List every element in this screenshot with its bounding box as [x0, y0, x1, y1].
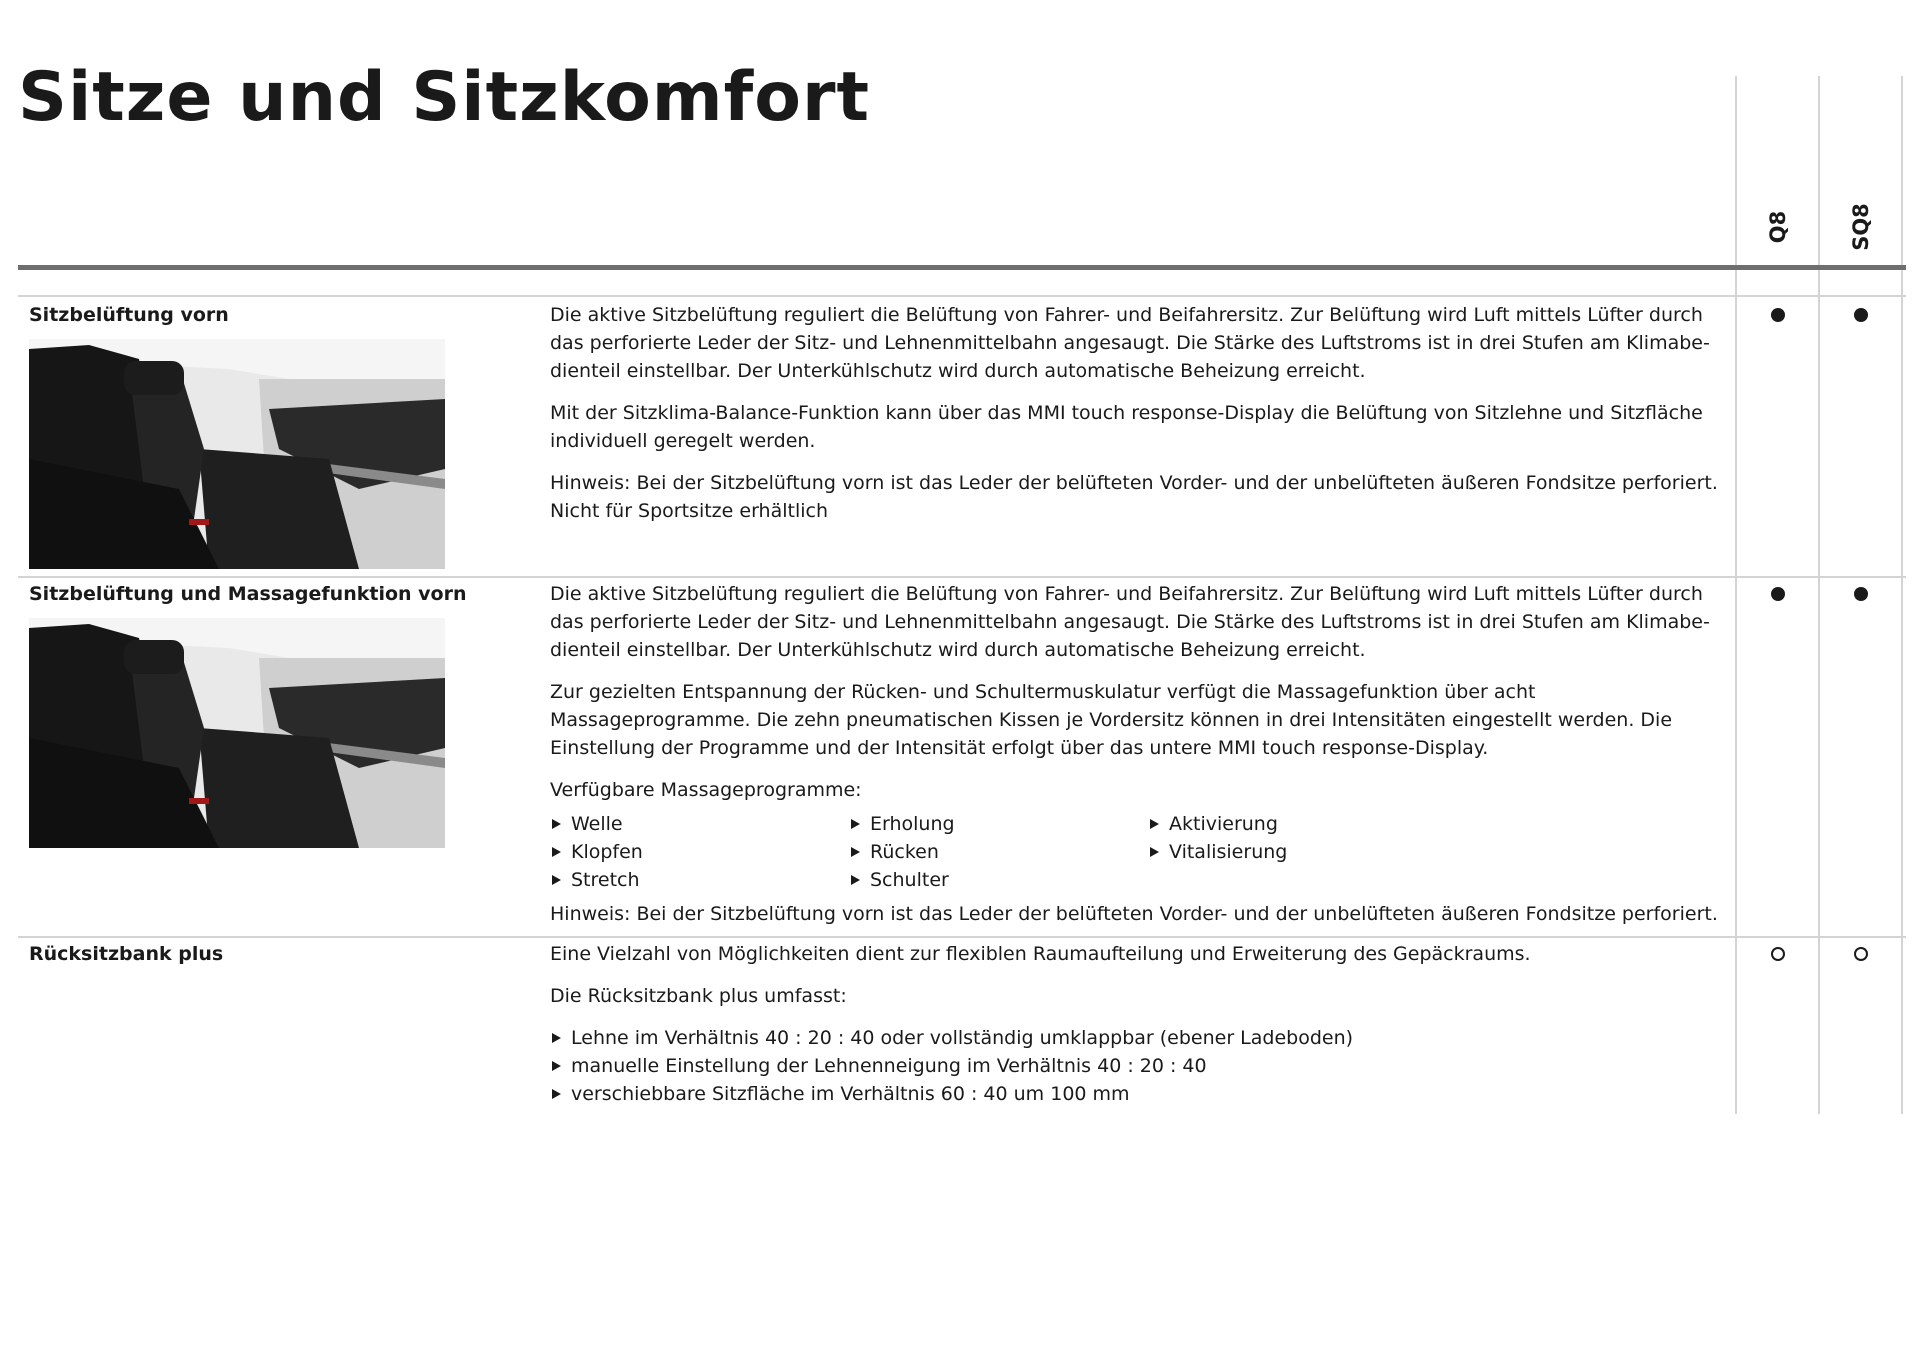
seat-interior-image	[29, 339, 445, 569]
list-item: Schulter	[849, 866, 1148, 894]
feature-description: Eine Vielzahl von Möglichkeiten dient zur flexiblen Raumaufteilung und Erweiterung des Gepäckraums. Die Rücksitzbank plus umfasst: Lehne im Verhältnis 40 : 20 : 40 oder vollständig umklappbar (ebener Ladeboden) manuelle Einstellung der Lehnenneigung im Verhältnis 40 : 20 : 40 verschiebbare Sitzfläche im Verhältnis 60 : 40 um 100 mm	[550, 940, 1720, 1108]
list-item: manuelle Einstellung der Lehnenneigung im Verhältnis 40 : 20 : 40	[550, 1052, 1720, 1080]
header-rule	[18, 265, 1906, 270]
feature-name: Sitzbelüftung vorn	[29, 304, 229, 326]
row-divider	[18, 576, 1906, 578]
page-title: Sitze und Sitzkomfort	[18, 58, 871, 137]
seat-interior-image	[29, 618, 445, 848]
standard-equipment-icon	[1854, 587, 1868, 601]
massage-program-list	[550, 810, 1720, 894]
list-item: Welle	[550, 810, 849, 838]
optional-equipment-icon	[1854, 947, 1868, 961]
feature-description: Die aktive Sitzbelüftung reguliert die Belüftung von Fahrer- und Beifahrersitz. Zur Belüftung wird Luft mittels Lüfter durch das perforierte Leder der Sitz- und Lehnenmittelbahn angesaugt. Die Stärke des Luftstroms ist in drei Stufen am Klimabedienteil einstellbar. Der Unterkühlschutz wird durch automatische Beheizung erreicht. Mit der Sitzklima-Balance-Funktion kann über das MMI touch response-Display die Belüftung von Sitzlehne und Sitzfläche individuell geregelt werden. Hinweis: Bei der Sitzbelüftung vorn ist das Leder der belüfteten Vorder- und der unbelüfteten äußeren Fondsitze perforiert. Nicht für Sportsitze erhältlich	[550, 304, 1718, 522]
optional-equipment-icon	[1771, 947, 1785, 961]
list-item: verschiebbare Sitzfläche im Verhältnis 60 : 40 um 100 mm	[550, 1080, 1720, 1108]
column-divider	[1818, 76, 1820, 1114]
standard-equipment-icon	[1854, 308, 1868, 322]
standard-equipment-icon	[1771, 308, 1785, 322]
list-item: Erholung	[849, 810, 1148, 838]
list-item: Aktivierung	[1148, 810, 1447, 838]
list-item: Lehne im Verhältnis 40 : 20 : 40 oder vollständig umklappbar (ebener Ladeboden)	[550, 1024, 1720, 1052]
column-divider	[1901, 76, 1903, 1114]
row-divider	[18, 295, 1906, 297]
list-item: Rücken	[849, 838, 1148, 866]
list-item: Klopfen	[550, 838, 849, 866]
list-item: Stretch	[550, 866, 849, 894]
column-divider	[1735, 76, 1737, 1114]
feature-description: Die aktive Sitzbelüftung reguliert die Belüftung von Fahrer- und Beifahrersitz. Zur Belüftung wird Luft mittels Lüfter durch das perforierte Leder der Sitz- und Lehnenmittelbahn angesaugt. Die Stärke des Luftstroms ist in drei Stufen am Klimabedienteil einstellbar. Der Unterkühlschutz wird durch automatische Beheizung erreicht. Zur gezielten Entspannung der Rücken- und Schultermuskulatur verfügt die Massagefunktion über acht Massageprogramme. Die zehn pneumatischen Kissen je Vordersitz können in drei Intensitäten eingestellt werden. Die Einstellung der Programme und der Intensität erfolgt über das untere MMI touch response-Display. Verfügbare Massageprogramme: Welle Erholung Aktivierung Klopfen Rücken Vitalisierung Stretch Schulter Hinweis: Bei der Sitzbelüftung vorn ist das Leder der belüfteten Vorder- und der unbelüfteten äußeren Fondsitze perforiert.	[550, 580, 1720, 942]
column-header-q8: Q8	[1766, 210, 1790, 244]
standard-equipment-icon	[1771, 587, 1785, 601]
feature-name: Rücksitzbank plus	[29, 943, 224, 965]
list-item: Vitalisierung	[1148, 838, 1447, 866]
feature-name: Sitzbelüftung und Massagefunktion vorn	[29, 583, 467, 605]
column-header-sq8: SQ8	[1849, 203, 1873, 251]
note: Hinweis: Bei der Sitzbelüftung vorn ist das Leder der belüfteten Vorder- und der unbelüfteten äußeren Fondsitze perforiert.	[550, 903, 1718, 925]
